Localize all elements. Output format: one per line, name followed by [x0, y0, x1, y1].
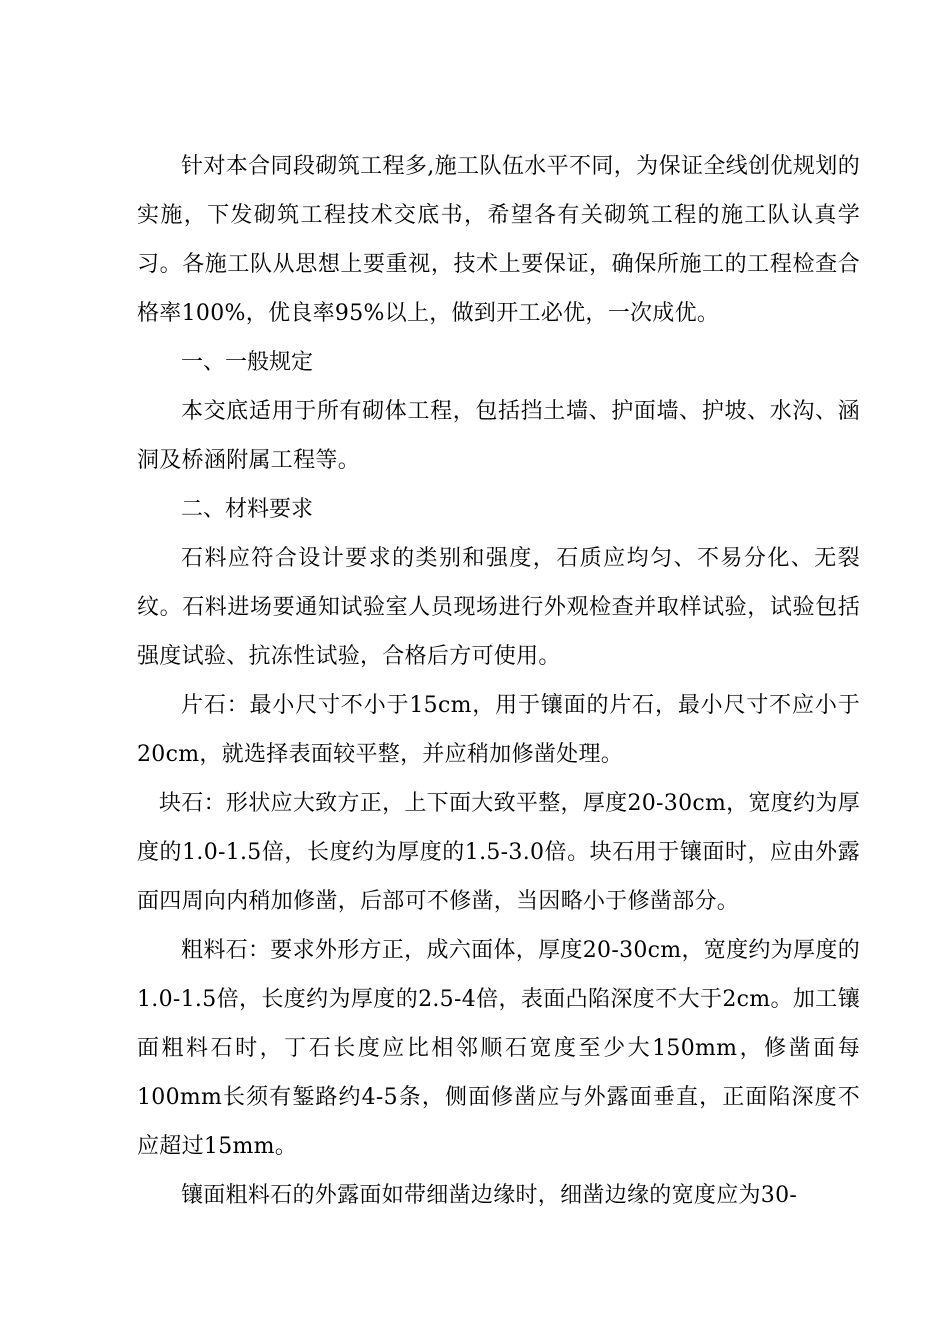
facing-ashlar-paragraph: 镶面粗料石的外露面如带细凿边缘时，细凿边缘的宽度应为30- [181, 1183, 798, 1208]
document-page [137, 142, 860, 1220]
rubble-stone-paragraph: 片石：最小尺寸不小于15cm，用于镶面的片石，最小尺寸不应小于20cm，就选择表面较平整，并应稍加修凿处理。 [137, 693, 860, 767]
intro-paragraph: 针对本合同段砌筑工程多,施工队伍水平不同，为保证全线创优规划的实施，下发砌筑工程技术交底书，希望各有关砌筑工程的施工队认真学习。各施工队从思想上要重视，技术上要保证，确保所施工的工程检查合格率100%，优良率95%以上，做到开工必优，一次成优。 [137, 154, 860, 326]
scope-paragraph: 本交底适用于所有砌体工程，包括挡土墙、护面墙、护坡、水沟、涵洞及桥涵附属工程等。 [137, 399, 860, 473]
stone-requirements-paragraph: 石料应符合设计要求的类别和强度，石质应均匀、不易分化、无裂纹。石料进场要通知试验室人员现场进行外观检查并取样试验，试验包括强度试验、抗冻性试验，合格后方可使用。 [137, 546, 860, 669]
section-heading-materials: 二、材料要求 [181, 497, 314, 522]
rough-ashlar-paragraph: 粗料石：要求外形方正，成六面体，厚度20-30cm，宽度约为厚度的1.0-1.5倍，长度约为厚度的2.5-4倍，表面凸陷深度不大于2cm。加工镶面粗料石时，丁石长度应比相邻顺石宽度至少大150mm，修凿面每100mm长须有錾路约4-5条，侧面修凿应与外露面垂直，正面陷深度不应超过15mm。 [137, 938, 860, 1159]
section-heading-general: 一、一般规定 [181, 350, 314, 375]
block-stone-paragraph: 块石：形状应大致方正，上下面大致平整，厚度20-30cm，宽度约为厚度的1.0-1.5倍，长度约为厚度的1.5-3.0倍。块石用于镶面时，应由外露面四周向内稍加修凿，后部可不修凿，当因略小于修凿部分。 [137, 791, 860, 914]
